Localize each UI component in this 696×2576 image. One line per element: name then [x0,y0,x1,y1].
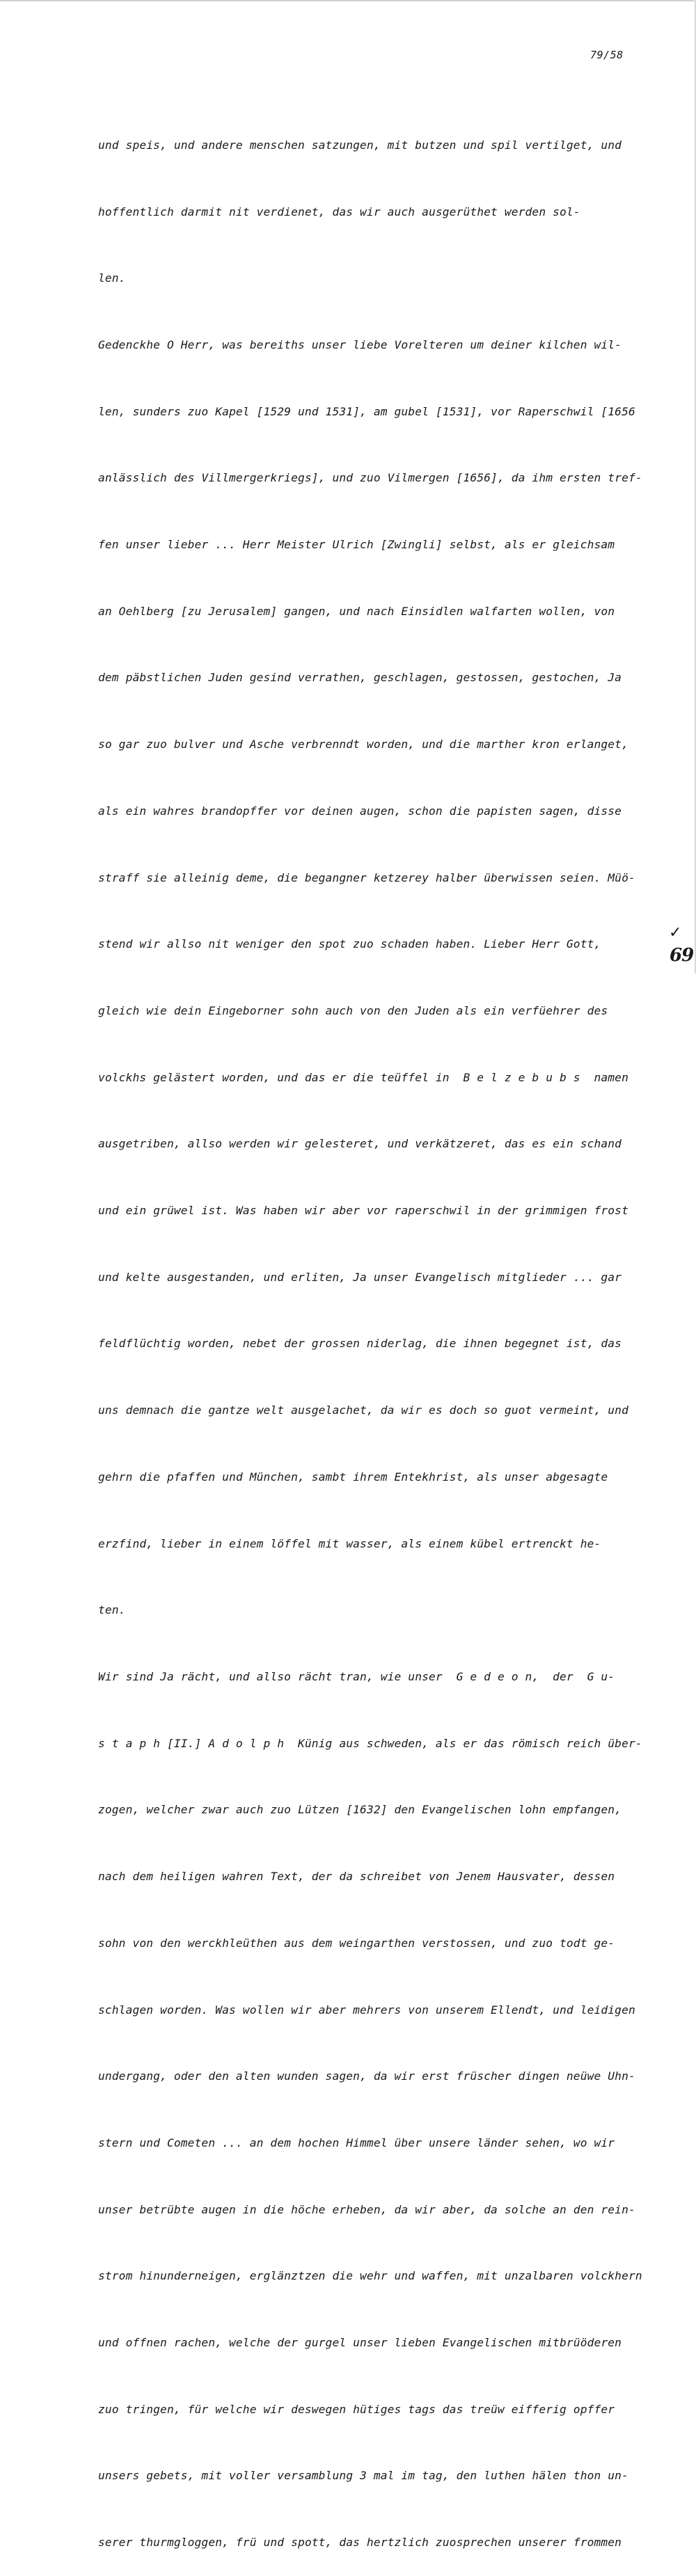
text-line: len, sunders zuo Kapel [1529 und 1531], am gubel [1531], vor Raperschwil [1656 [98,404,635,418]
text-line: anlässlich des Villmergerkriegs], und zuo Vilmergen [1656], da ihm ersten tref- [98,471,642,485]
text-line: und ein grüwel ist. Was haben wir aber vor raperschwil in der grimmigen frost [98,1204,628,1218]
text-line: schlagen worden. Was wollen wir aber mehrers von unserem Ellendt, und leidigen [98,2003,635,2017]
text-line: Wir sind Ja rächt, und allso rächt tran, wie unser G e d e o n, der G u- [98,1669,615,1683]
text-line: erzfind, lieber in einem löffel mit wasser, als einem kübel ertrenckt he- [98,1536,601,1550]
scan-edge-top [0,0,696,2]
text-line: gehrn die pfaffen und München, sambt ihrem Entekhrist, als unser abgesagte [98,1470,608,1484]
text-line: fen unser lieber ... Herr Meister Ulrich [Zwingli] selbst, als er gleichsam [98,538,615,552]
text-line: serer thurmgloggen, frü und spott, das hertzlich zuosprechen unserer frommen [98,2536,622,2550]
check-mark-icon: ✓ [669,924,682,941]
text-line: und kelte ausgestanden, und erliten, Ja unser Evangelisch mitglieder ... gar [98,1270,622,1284]
text-line: zuo tringen, für welche wir deswegen hütiges tags das treüw eifferig opffer [98,2402,615,2416]
text-line: an Oehlberg [zu Jerusalem] gangen, und nach Einsidlen walfarten wollen, von [98,604,615,618]
text-line: s t a p h [II.] A d o l p h Künig aus schweden, als er das römisch reich über- [98,1736,642,1750]
text-line: unser betrübte augen in die höche erheben, da wir aber, da solche an den rein- [98,2202,635,2216]
text-line: zogen, welcher zwar auch zuo Lützen [1632] den Evangelischen lohn empfangen, [98,1803,622,1817]
text-line: volckhs gelästert worden, und das er die teüffel in B e l z e b u b s namen [98,1070,628,1084]
text-line: nach dem heiligen wahren Text, der da schreibet von Jenem Hausvater, dessen [98,1870,615,1884]
text-line: Gedenckhe O Herr, was bereiths unser liebe Vorelteren um deiner kilchen wil- [98,337,622,351]
text-line: unsers gebets, mit voller versamblung 3 mal im tag, den luthen hälen thon un- [98,2469,628,2483]
text-line: ten. [98,1603,126,1617]
text-line: straff sie alleinig deme, die begangner ketzerey halber überwissen seien. Müö- [98,870,635,884]
typescript-body [98,90,648,2576]
text-line: sohn von den werckhleüthen aus dem weingarthen verstossen, und zuo todt ge- [98,1936,615,1950]
text-line: undergang, oder den alten wunden sagen, da wir erst früscher dingen neüwe Uhn- [98,2069,635,2083]
text-line: und offnen rachen, welche der gurgel unser lieben Evangelischen mitbrüöderen [98,2336,622,2350]
text-line: feldflüchtig worden, nebet der grossen niderlag, die ihnen begegnet ist, das [98,1337,622,1351]
text-line: stern und Cometen ... an dem hochen Himmel über unsere länder sehen, wo wir [98,2136,615,2149]
page-number: 79/58 [590,49,624,61]
text-line: stend wir allso nit weniger den spot zuo schaden haben. Lieber Herr Gott, [98,937,601,951]
text-line: so gar zuo bulver und Asche verbrenndt worden, und die marther kron erlanget, [98,738,628,752]
text-line: ausgetriben, allso werden wir gelesteret, und verkätzeret, das es ein schand [98,1137,622,1151]
text-line: dem päbstlichen Juden gesind verrathen, geschlagen, gestossen, gestochen, Ja [98,671,622,685]
text-line: hoffentlich darmit nit verdienet, das wir auch ausgerüthet werden sol- [98,205,580,218]
text-line: gleich wie dein Eingeborner sohn auch von den Juden als ein verfüehrer des [98,1003,608,1017]
text-line: strom hinunderneigen, erglänztzen die wehr und waffen, mit unzalbaren volckhern [98,2269,642,2283]
text-line: als ein wahres brandopffer vor deinen augen, schon die papisten sagen, disse [98,804,622,818]
text-line: uns demnach die gantze welt ausgelachet, da wir es doch so guot vermeint, und [98,1404,628,1417]
text-line: len. [98,271,126,285]
handwritten-folio-number: 69 [670,945,694,966]
text-line: und speis, und andere menschen satzungen, mit butzen und spil vertilget, und [98,138,622,152]
